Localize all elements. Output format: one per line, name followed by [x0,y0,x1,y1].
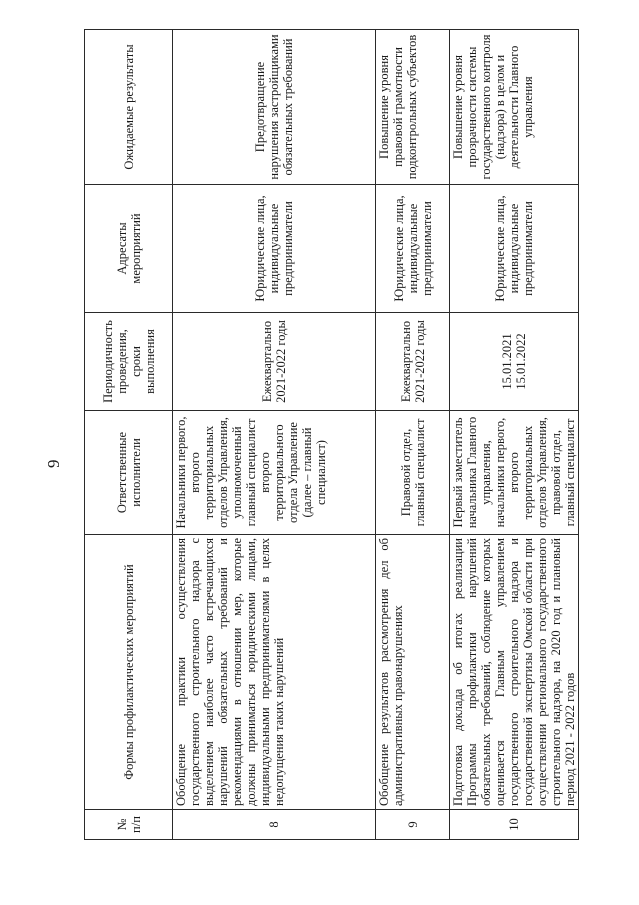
table-row [450,30,579,840]
row-form: Обобщение результатов рассмотрения дел об административных правонарушениях [376,535,450,810]
table-row [173,30,376,840]
header-forms: Формы профилактических мероприятий [85,535,173,810]
row-executors: Первый заместитель начальника Главного управления, начальники первого, второго территориальных отделов Управления, правовой отдел, главный специалист [450,411,579,535]
header-periodicity: Периодичность проведения, сроки выполнения [85,313,173,411]
row-result: Предотвращение нарушения застройщиками обязательных требований [173,30,376,185]
row-form: Обобщение практики осуществления государственного строительного надзора с выделением наиболее часто встречающихся нарушений обязательных требований и рекомендациями в отношении мер, которые должны приниматься юридическими лицами, индивидуальными предпринимателями в целях недопущения таких нарушений [173,535,376,810]
page-number: 9 [44,459,63,468]
row-executors: Начальники первого, второго территориальных отделов Управления, уполномоченный главный специалист второго территориального отдела Управление (далее – главный специалист) [173,411,376,535]
row-form: Подготовка доклада об итогах реализации Программы профилактики нарушений обязательных требований, соблюдение которых оценивается Главным управлением государственного строительного надзора и государственной экспертизы Омской области при осуществлении регионального государственного строительного надзора, на 2020 год и плановый период 2021 - 2022 годов [450,535,579,810]
row-number: 9 [376,810,450,840]
row-result: Повышение уровня прозрачности системы государственного контроля (надзора) в целом и деятельности Главного управления [450,30,579,185]
row-executors: Правовой отдел, главный специалист [376,411,450,535]
header-results: Ожидаемые результаты [85,30,173,185]
table-row [376,30,450,840]
header-num: № п/п [85,810,173,840]
row-recipients: Юридические лица, индивидуальные предприниматели [376,185,450,313]
rotated-table-container [84,30,577,840]
row-periodicity: Ежеквартально 2021-2022 годы [376,313,450,411]
header-executors: Ответственные исполнители [85,411,173,535]
row-periodicity: 15.01.2021 15.01.2022 [450,313,579,411]
row-periodicity: Ежеквартально 2021-2022 годы [173,313,376,411]
row-number: 8 [173,810,376,840]
row-recipients: Юридические лица, индивидуальные предприниматели [173,185,376,313]
row-result: Повышение уровня правовой грамотности подконтрольных субъектов [376,30,450,185]
measures-table [84,29,579,840]
row-recipients: Юридические лица, индивидуальные предприниматели [450,185,579,313]
header-recipients: Адресаты мероприятий [85,185,173,313]
table-header-row [85,30,173,840]
row-number: 10 [450,810,579,840]
